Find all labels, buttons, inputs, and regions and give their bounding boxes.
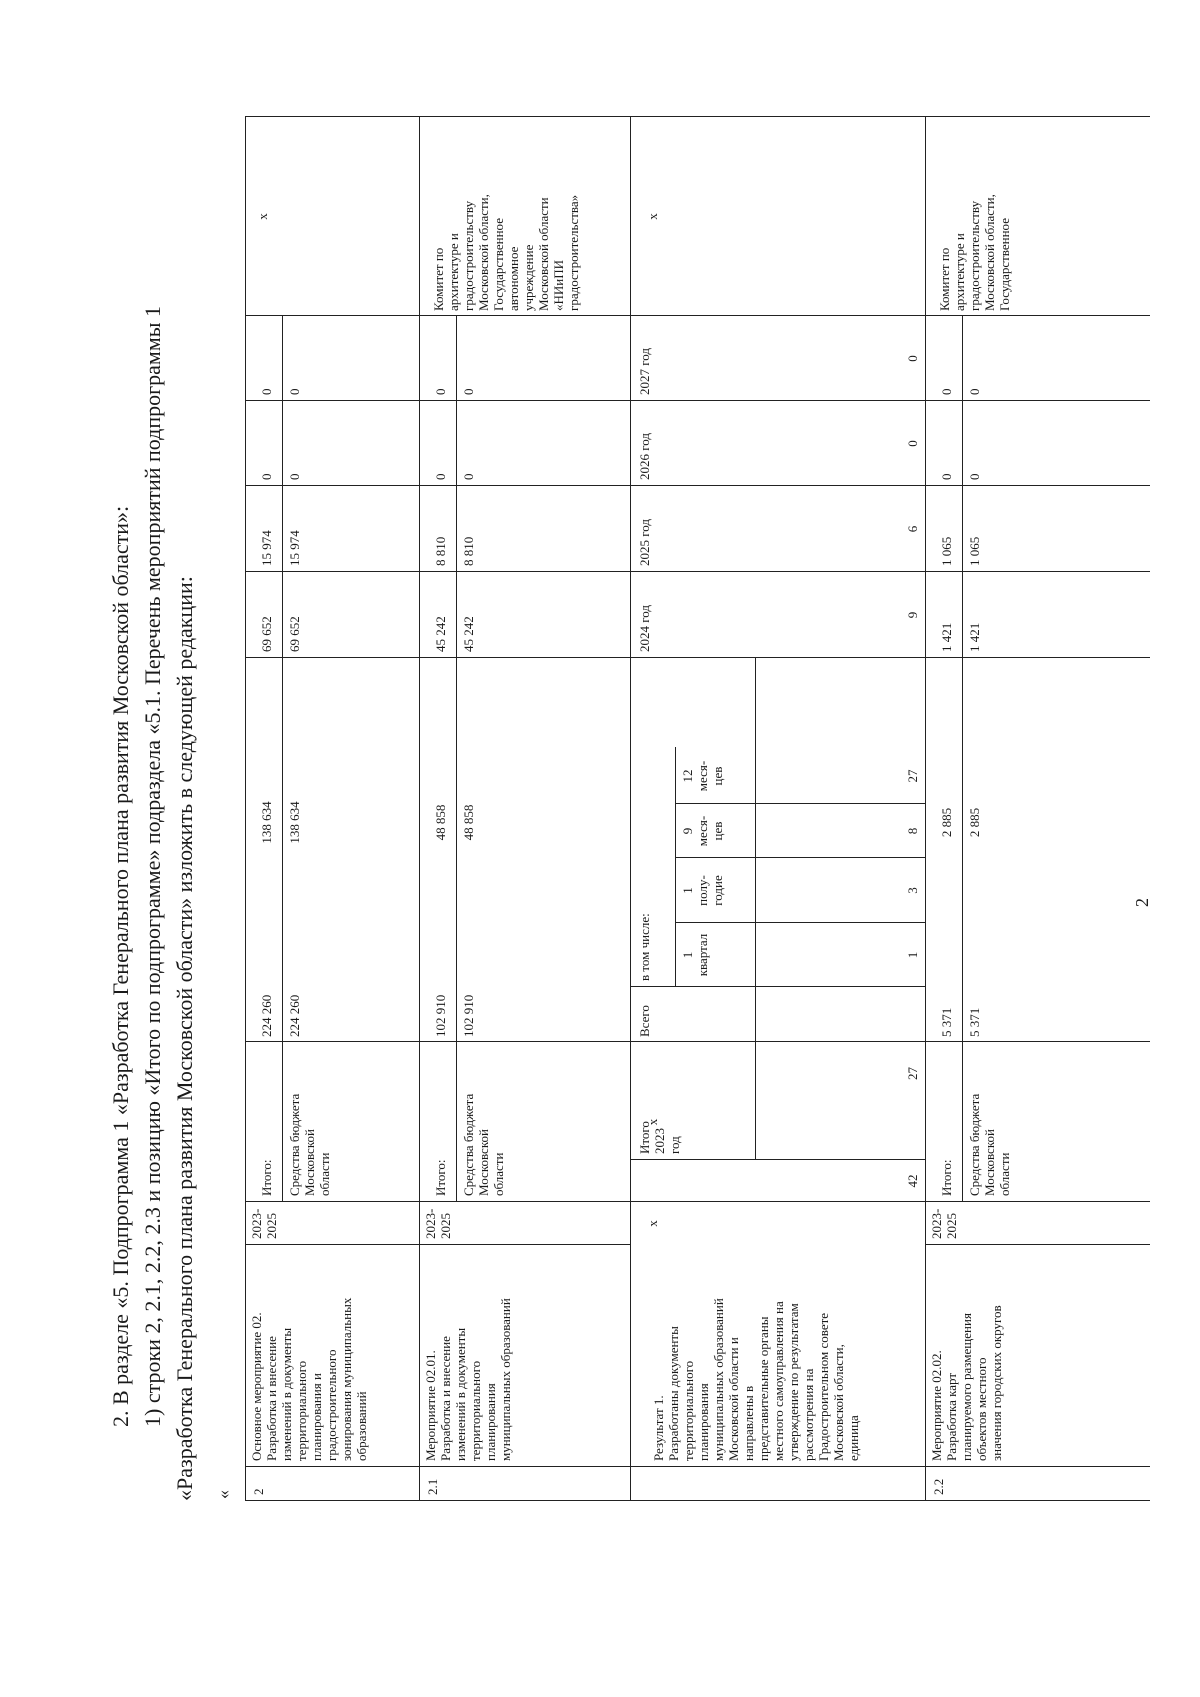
row21-2026-source: 0 — [461, 473, 476, 480]
result1-12m: 27 — [905, 769, 920, 783]
row2-total-label: Итого: — [259, 1159, 274, 1196]
row22-total-label: Итого: — [939, 1159, 954, 1196]
result1-half: 3 — [905, 887, 920, 894]
result1-9m: 8 — [905, 827, 920, 835]
result1-2026: 0 — [905, 440, 920, 447]
row22-number: 2.2 — [931, 1478, 946, 1495]
row2-responsible: х — [255, 213, 270, 220]
rotated-page-content — [0, 77, 1200, 1697]
row2-2026-total: 0 — [259, 473, 274, 480]
result1-2025: 6 — [905, 525, 920, 533]
row22-measure-name: Мероприятие 02.02. Разработка карт планируемого размещения объектов местного значения городских округов — [929, 1305, 1004, 1461]
row22-2027-total: 0 — [939, 388, 954, 395]
heading-line-3: «Разработка Генерального плана развития Московской области» изложить в следующей редакции: — [172, 576, 197, 1501]
row2-measure-name: Основное мероприятие 02. Разработка и внесение изменений в документы территориального планирования и градостроительного зонирования муниципальных образований — [249, 1297, 369, 1461]
row22-2024-source: 1 421 — [967, 622, 982, 652]
row2-2027-source: 0 — [287, 388, 302, 395]
row21-2027-source: 0 — [461, 388, 476, 395]
row2-2024-source: 69 652 — [287, 616, 302, 652]
result1-header-2025: 2025 год — [637, 519, 652, 566]
result1-header-2027: 2027 год — [637, 348, 652, 395]
row2-2025-source: 15 974 — [287, 530, 302, 566]
row22-years: 2023- 2025 — [929, 1208, 959, 1239]
row21-2023-total: 48 858 — [433, 804, 448, 841]
row2-2025-total: 15 974 — [259, 530, 274, 566]
result1-responsible: х — [645, 213, 660, 220]
result1-2027: 0 — [905, 355, 920, 362]
row2-2026-source: 0 — [287, 473, 302, 480]
row21-total-label: Итого: — [433, 1159, 448, 1196]
row21-2023-source: 48 858 — [461, 804, 476, 841]
row21-2025-source: 8 810 — [461, 536, 476, 566]
result1-header-q1: 1 квартал — [680, 933, 710, 977]
row22-2026-total: 0 — [939, 473, 954, 480]
row22-2027-source: 0 — [967, 388, 982, 395]
result1-q1: 1 — [905, 951, 920, 959]
result1-source: х — [645, 1118, 660, 1126]
row21-source-label: Средства бюджета Московской области — [461, 1093, 506, 1196]
row21-2025-total: 8 810 — [433, 536, 448, 566]
row22-2025-total: 1 065 — [939, 536, 954, 566]
row21-2024-total: 45 242 — [433, 616, 448, 652]
row21-measure-name: Мероприятие 02.01. Разработка и внесение изменений в документы территориального планирования муниципальных образований — [423, 1298, 513, 1461]
row22-2023-total: 2 885 — [939, 807, 954, 838]
row21-number: 2.1 — [425, 1478, 440, 1495]
row22-2025-source: 1 065 — [967, 536, 982, 566]
row2-2023-total: 138 634 — [259, 801, 274, 844]
row22-source-label: Средства бюджета Московской области — [967, 1093, 1012, 1196]
result1-header-2024: 2024 год — [637, 605, 652, 652]
row22-sum-source: 5 371 — [967, 1007, 982, 1037]
row22-sum-total: 5 371 — [939, 1007, 954, 1037]
row2-2023-source: 138 634 — [287, 801, 302, 844]
result1-name: Результат 1. Разработаны документы территориального планирования муниципальных образований Московской области и направлены в представительные органы местного самоуправления на утверждение по результатам рассмотрения на Градостроительном совете Московской области, единица — [651, 1298, 861, 1461]
row21-2027-total: 0 — [433, 388, 448, 395]
row2-sum-source: 224 260 — [287, 994, 302, 1037]
result1-years: х — [645, 1220, 660, 1227]
row2-source-label: Средства бюджета Московской области — [287, 1093, 332, 1196]
page-number: 2 — [1132, 898, 1152, 907]
row21-sum-source: 102 910 — [461, 994, 476, 1037]
result1-header-half: 1 полу- годие — [680, 875, 725, 906]
result1-header-itogo2023: Итого 2023 год — [637, 1121, 682, 1154]
row2-2027-total: 0 — [259, 388, 274, 395]
result1-itogo2023: 27 — [905, 1067, 920, 1080]
row2-2024-total: 69 652 — [259, 616, 274, 652]
row22-2026-source: 0 — [967, 473, 982, 480]
result1-total: 42 — [905, 1174, 920, 1188]
result1-header-2026: 2026 год — [637, 433, 652, 480]
opening-quote: « — [213, 1490, 233, 1499]
row21-responsible: Комитет по архитектуре и градостроительству Московской области, Государственное автономное учреждение Московской области «НИиПИ градостроительства» — [431, 194, 581, 311]
row22-responsible: Комитет по архитектуре и градостроительству Московской области, Государственное — [937, 194, 1012, 311]
row22-2024-total: 1 421 — [939, 622, 954, 652]
row21-sum-total: 102 910 — [433, 994, 448, 1037]
heading-line-2: 1) строки 2, 2.1, 2.2, 2.3 и позицию «Итого по подпрограмме» подраздела «5.1. Перечень мероприятий подпрограммы 1 — [140, 305, 165, 1427]
row2-number: 2 — [251, 1488, 266, 1495]
row22-2023-source: 2 885 — [967, 807, 982, 838]
result1-header-incl: в том числе: — [637, 913, 652, 981]
row21-years: 2023- 2025 — [423, 1208, 453, 1239]
measures-table — [245, 117, 1150, 1501]
row21-2026-total: 0 — [433, 473, 448, 480]
row2-sum-total: 224 260 — [259, 994, 274, 1037]
result1-header-12m: 12 меся- цев — [680, 760, 725, 792]
heading-line-1: 2. В разделе «5. Подпрограмма 1 «Разработка Генерального плана развития Московской области»: — [108, 505, 133, 1427]
result1-header-total: Всего — [637, 1005, 652, 1037]
row2-years: 2023- 2025 — [249, 1208, 279, 1239]
result1-2024: 9 — [905, 611, 920, 619]
result1-header-9m: 9 меся- цев — [680, 815, 725, 847]
row21-2024-source: 45 242 — [461, 616, 476, 652]
